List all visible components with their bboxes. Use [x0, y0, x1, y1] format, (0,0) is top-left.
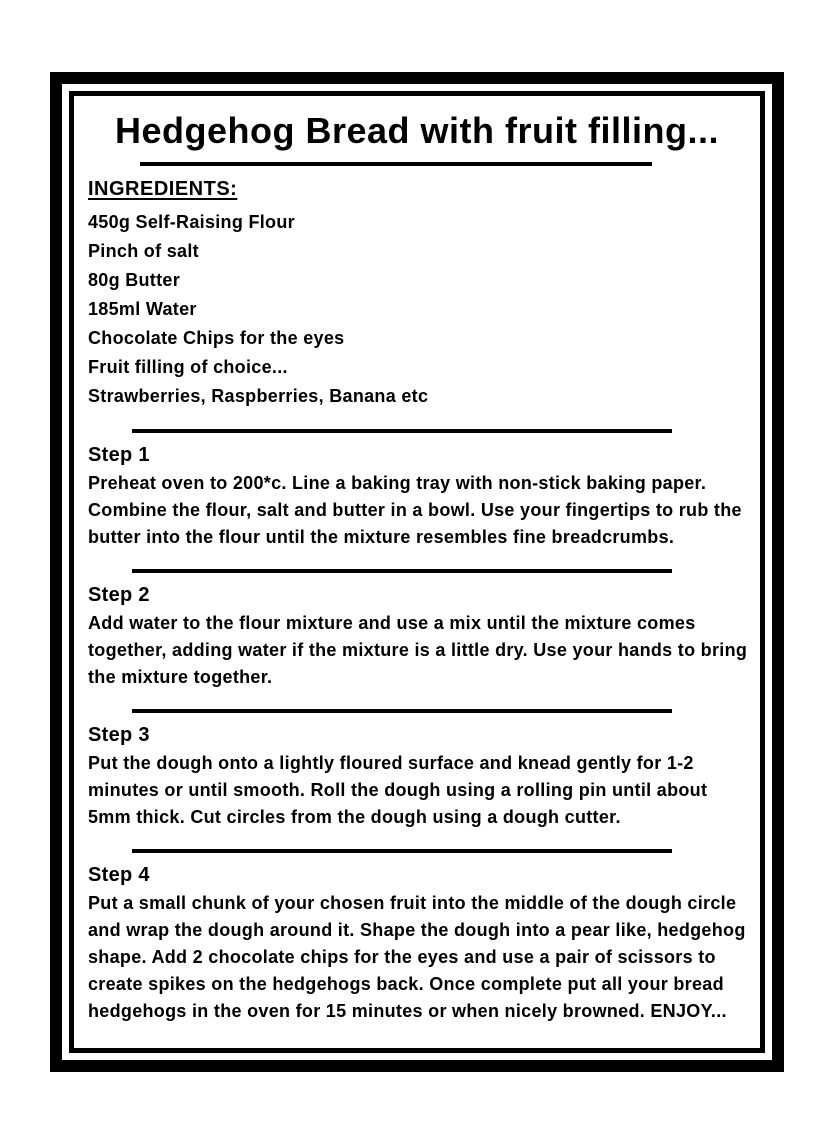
page-title: Hedgehog Bread with fruit filling...	[115, 110, 719, 151]
inner-border-frame	[69, 91, 765, 1053]
ingredients-heading: INGREDIENTS:	[88, 178, 238, 200]
step-label: Step 4	[88, 864, 150, 886]
step-label: Step 1	[88, 444, 150, 466]
step-label: Step 3	[88, 724, 150, 746]
ingredient-item: Pinch of salt	[88, 241, 199, 261]
step-section-4	[88, 849, 746, 1025]
section-divider-rule	[132, 709, 672, 713]
step-section-2	[88, 569, 746, 691]
ingredient-item: 185ml Water	[88, 299, 197, 319]
step-text: Add water to the flour mixture and use a mix until the mixture comes together, adding water if the mixture is a little dry. Use your hands to bring the mixture together.	[88, 613, 748, 687]
section-divider-rule	[132, 429, 672, 433]
ingredient-item: Fruit filling of choice...	[88, 357, 288, 377]
outer-border-frame	[50, 72, 784, 1072]
section-divider-rule	[132, 569, 672, 573]
ingredient-item: Chocolate Chips for the eyes	[88, 328, 345, 348]
ingredient-item: Strawberries, Raspberries, Banana etc	[88, 386, 429, 406]
ingredient-item: 450g Self-Raising Flour	[88, 212, 295, 232]
step-text: Preheat oven to 200*c. Line a baking tray with non-stick baking paper. Combine the flour, salt and butter in a bowl. Use your fingertips to rub the butter into the flour until the mixture resembles fine breadcrumbs.	[88, 473, 742, 547]
section-divider-rule	[132, 849, 672, 853]
step-label: Step 2	[88, 584, 150, 606]
step-text: Put the dough onto a lightly floured surface and knead gently for 1-2 minutes or until smooth. Roll the dough using a rolling pin until about 5mm thick. Cut circles from the dough using a dough cutter.	[88, 753, 708, 827]
step-text: Put a small chunk of your chosen fruit into the middle of the dough circle and wrap the dough around it. Shape the dough into a pear like, hedgehog shape. Add 2 chocolate chips for the eyes and use a pair of scissors to create spikes on the hedgehogs back. Once complete put all your bread hedgehogs in the oven for 15 minutes or when nicely browned. ENJOY...	[88, 893, 746, 1021]
step-section-1	[88, 429, 746, 551]
title-underline-rule	[140, 162, 652, 166]
ingredients-section	[88, 176, 746, 411]
step-section-3	[88, 709, 746, 831]
ingredient-item: 80g Butter	[88, 270, 181, 290]
